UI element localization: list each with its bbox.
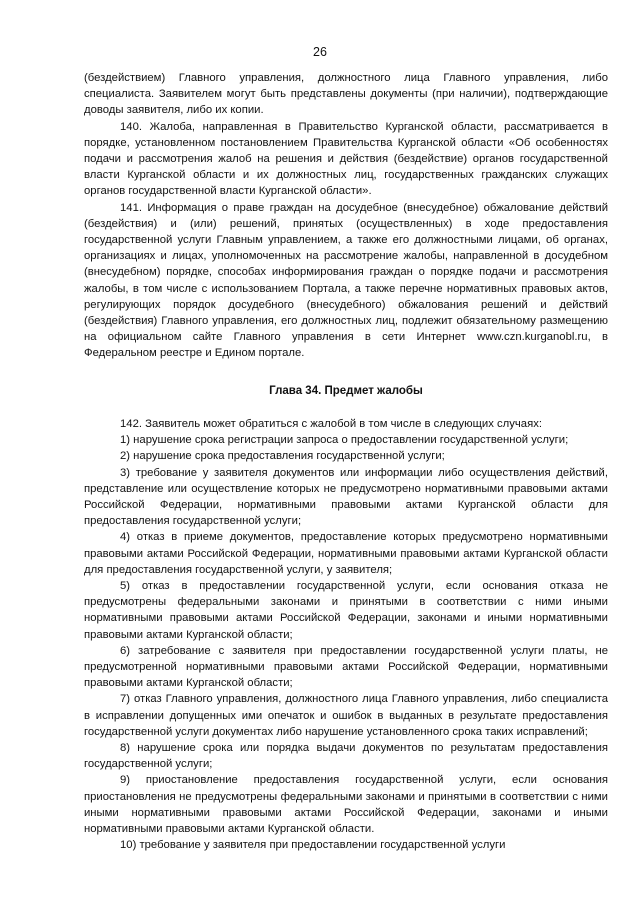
list-item-1: 1) нарушение срока регистрации запроса о предоставлении государственной услуги; xyxy=(120,434,569,447)
list-item-2: 2) нарушение срока предоставления государственной услуги; xyxy=(120,450,445,463)
list-item-8: 8) нарушение срока или порядка выдачи документов по результатам предоставления государственной услуги; xyxy=(84,742,608,771)
paragraph-141: 141. Информация о праве граждан на досудебное (внесудебное) обжалование действий (бездействия) и (или) решений, принятых (осуществленных) в ходе предоставления государственной услуги Главным управлением, а также его должностными лицами, об органах, организациях и лицах, уполномоченных на рассмотрение жалобы, направленной в досудебном (внесудебном) порядке, способах информирования граждан о порядке подачи и рассмотрения жалобы, в том числе с использованием Портала, а также перечне нормативных правовых актов, регулирующих порядок досудебного (внесудебного) обжалования решений и действий (бездействия) Главного управления, его должностных лиц, подлежит обязательному размещению на официальном сайте Главного управления в сети Интернет www.czn.kurganobl.ru, в Федеральном реестре и Едином портале. xyxy=(84,201,608,360)
list-item-6: 6) затребование с заявителя при предоставлении государственной услуги платы, не предусмотренной нормативными правовыми актами Российской Федерации, нормативными правовыми актами Курганской области; xyxy=(84,644,608,690)
paragraph-140: 140. Жалоба, направленная в Правительство Курганской области, рассматривается в порядке, установленном постановлением Правительства Курганской области «Об особенностях подачи и рассмотрения жалоб на решения и действия (бездействие) органов государственной власти Курганской области и их должностных лиц, государственных гражданских служащих органов государственной власти Курганской области». xyxy=(84,120,608,198)
list-item-7: 7) отказ Главного управления, должностного лица Главного управления, либо специалиста в исправлении допущенных ими опечаток и ошибок в выданных в результате предоставления государственной услуги документах либо нарушение установленного срока таких исправлений; xyxy=(84,693,608,738)
bottom-text-block xyxy=(84,416,608,853)
list-item-3: 3) требование у заявителя документов или информации либо осуществления действий, представление или осуществление которых не предусмотрено нормативными правовыми актами Российской Федерации, нормативными правовыми актами Курганской области для предоставления государственной услуги; xyxy=(84,466,608,528)
list-item-5: 5) отказ в предоставлении государственной услуги, если основания отказа не предусмотрены федеральными законами и принятыми в соответствии с ними иными нормативными правовыми актами Российской Федерации, законами и иными нормативными правовыми актами Курганской области; xyxy=(84,580,608,641)
chapter-title: Глава 34. Предмет жалобы xyxy=(269,385,423,397)
list-item-10: 10) требование у заявителя при предоставлении государственной услуги xyxy=(120,839,506,852)
page-number: 26 xyxy=(313,45,327,59)
paragraph-142: 142. Заявитель может обратиться с жалобой в том числе в следующих случаях: xyxy=(120,418,542,430)
list-item-9: 9) приостановление предоставления государственной услуги, если основания приостановления не предусмотрены федеральными законами и принятыми в соответствии с ними иными нормативными правовыми актами Российской Федерации, законами и иными нормативными правовыми актами Курганской области. xyxy=(84,774,608,836)
top-text-block xyxy=(84,70,608,362)
paragraph-continuation: (бездействием) Главного управления, должностного лица Главного управления, либо специалиста. Заявителем могут быть представлены документы (при наличии), подтверждающие доводы заявителя, либо их копии. xyxy=(84,72,608,117)
list-item-4: 4) отказ в приеме документов, предоставление которых предусмотрено нормативными правовыми актами Российской Федерации, нормативными правовыми актами Курганской области для предоставления государственной услуги, у заявителя; xyxy=(84,531,608,576)
